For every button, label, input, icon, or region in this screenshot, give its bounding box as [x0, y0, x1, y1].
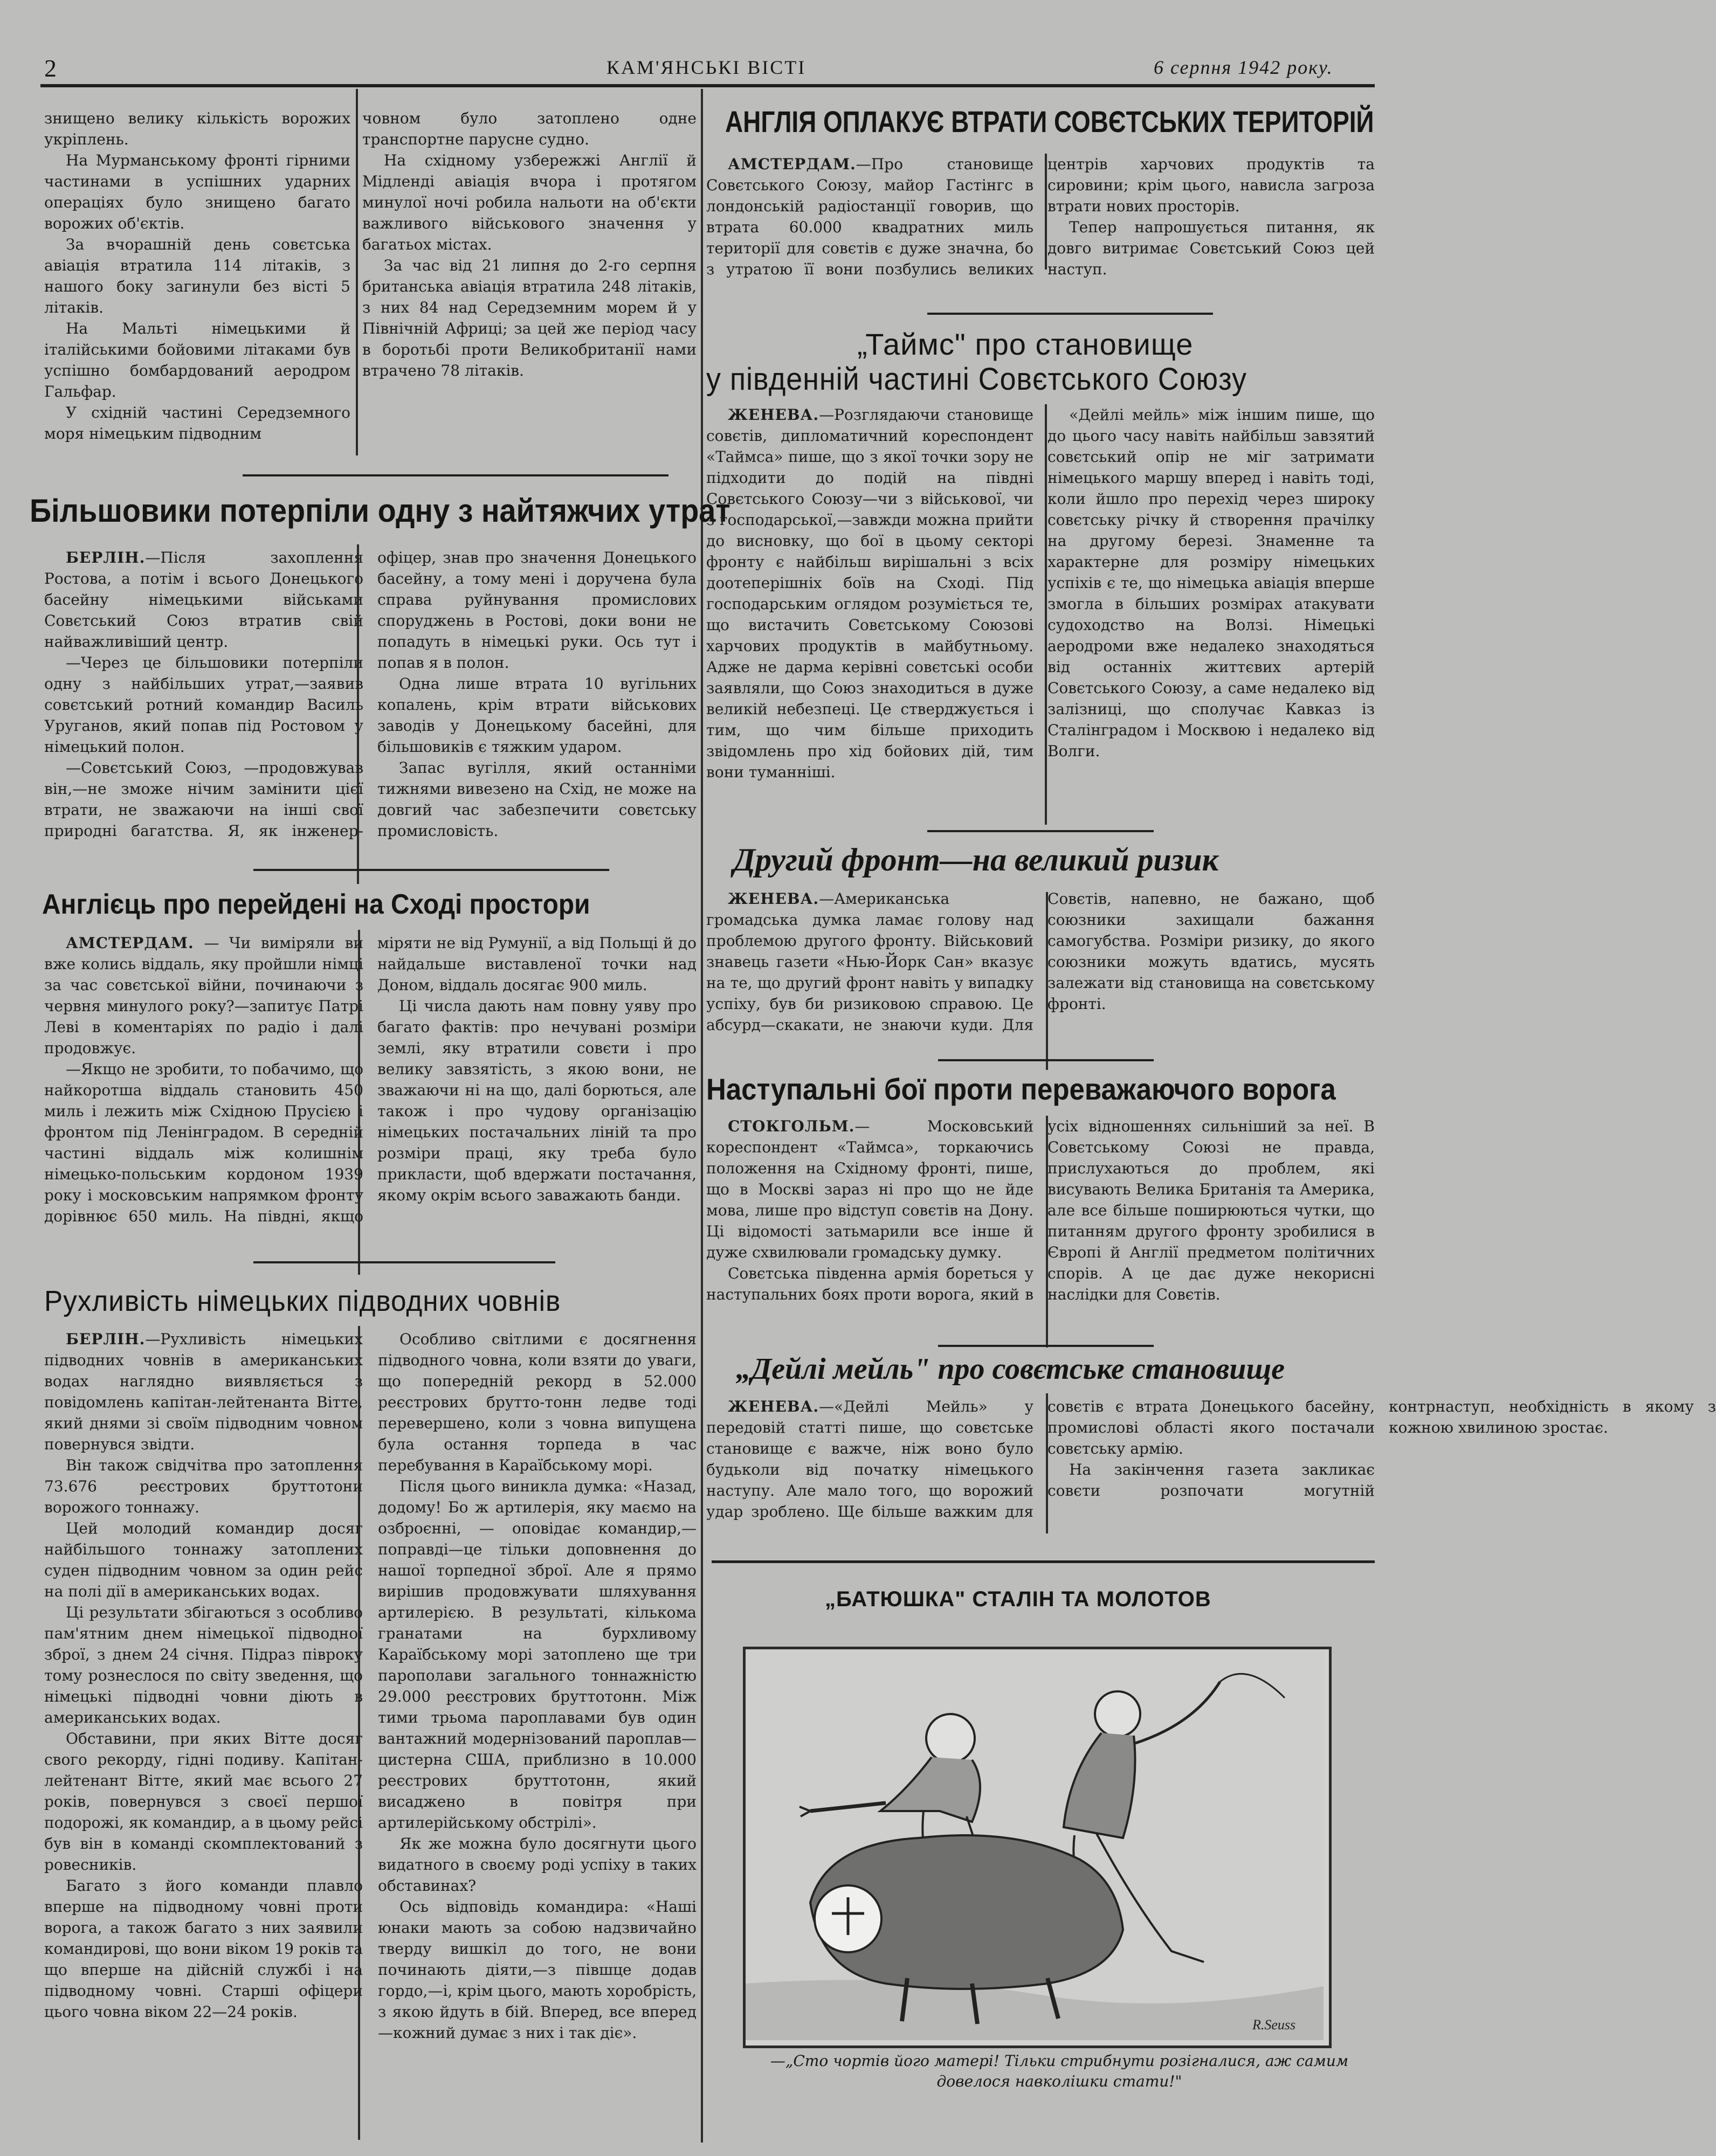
masthead-rule — [40, 84, 1375, 87]
paragraph: На Мурманському фронті гірними частинами в успішних ударних операціях було знищено багато ворожих об'єктів. — [44, 151, 350, 232]
paragraph: Тепер напрошується питання, як довго витримає Совєтський Союз цей наступ. — [1047, 218, 1375, 278]
issue-date: 6 серпня 1942 року. — [1154, 57, 1333, 78]
dateline: АМСТЕРДАМ. — [66, 934, 194, 952]
paragraph: Обставини, при яких Вітте досяг свого рекорду, гідні подиву. Капітан-лейтенант Вітте, який має всього 27 років, повернувся з своєї першої подорожі, як командир, а в цьому рейсі був він в команді скомплектований з ровесників. — [44, 1730, 363, 1874]
paragraph: Запас вугілля, який останніми тижнями вивезено на Схід, не може на довгий час забезпечити совєтську промисловість. — [377, 759, 697, 840]
cartoon-frame — [743, 1647, 1332, 2048]
paragraph: знищено велику кількість ворожих укріплень. — [44, 109, 350, 148]
paragraph: Багато з його команди плавло вперше на підводному човні проти ворога, а також багато з них заявили командирові, що вони віком 19 років та що вперше на дійсній службі і на підводному човні. Старші офіцери цього човна віком 22—24 років. — [44, 1877, 363, 2021]
headline-offensive: Наступальні бої проти переважаючого ворога — [706, 1072, 1336, 1106]
paragraph: Одна лише втрата 10 вугільних копалень, крім втрати військових заводів у Донецькому басейні, для більшовиків є тяжким ударом. — [377, 675, 697, 756]
paragraph: Після цього виникла думка: «Назад, додому! Бо ж артилерія, яку маємо на озброєнні, — оповідає командир,—поправді—це тільки доповнення до нашої торпедної зброї. Але я прямо вирішив продовжувати шляхування артилерією. В результаті, кількома гранатами на бурхливому Караїбському морі затоплено ще три парополави загального тоннажністю 29.000 реєстрових бруттотонн. Між тими трьома пароплавами був один вантажний модернізований пароплав—цистерна США, приблизно в 10.000 реєстрових бруттотонн, який висаджено в повітря при артилерійському обстрілі». — [378, 1477, 697, 1832]
headline-daily-mail: „Дейлі мейль" про совєтське становище — [736, 1352, 1285, 1386]
dateline: ЖЕНЕВА. — [728, 406, 819, 424]
continuation-column-left — [44, 108, 350, 453]
paragraph: Ці числа дають нам повну уяву про багато фактів: про нечувані розміри землі, яку втратили совєти і про велику завзятість, з якою вони, не зважаючи ні на що, далі борються, але також і про чудову організацію німецьких постачальних ліній та про розміри праці, яку треба було прикласти, щоб вдержати постачання, якому окрім всього заважають банди. — [377, 997, 697, 1204]
section-rule — [712, 1560, 1375, 1563]
article-england-body: АМСТЕРДАМ.—Про становище Совєтського Союзу, майор Гастінгс в лондонській радіостанції говорив, що втрата 60.000 квадратних миль території для совєтів є дуже значна, бо з утратою її вони позбулись великих центрів харчових продуктів та сировини; крім цього, нависла загроза втрати нових просторів. Тепер напрошується питання, як довго витримає Совєтський Союз цей наступ. — [706, 154, 1375, 315]
paragraph: Цей молодий командир досяг найбільшого тоннажу затоплених суден підводним човном за один рейс на полі дії в американських водах. — [44, 1519, 363, 1600]
cartoon-illustration — [746, 1649, 1324, 2040]
paragraph: На закінчення газета закликає совєти розпочати могутній контрнаступ, необхідність в якому з кожною хвилиною зростає. — [1047, 1398, 1716, 1499]
article-offensive-body: СТОКГОЛЬМ.— Московський кореспондент «Таймса», торкаючись положення на Східному фронті, пише, що в Москві зараз ні про що не йде мова, лише про відступ совєтів на Дону. Ці відомості затьмарили все інше й дуже схвилювали громадську думку. Совєтська південна армія бореться у наступальних боях проти ворога, який в усіх відношеннях сильніший за неї. В Совєтському Союзі не правда, прислухаються до проблем, які висувають Велика Британія та Америка, але все більше поширюються чутки, що питанням другого фронту зробилися в Європі й Англії предметом політичних спорів. А це дає дуже некорисні наслідки для Совєтів. — [706, 1116, 1375, 1345]
paragraph: Він також свідчітва про затоплення 73.676 реєстрових бруттотони ворожого тоннажу. — [44, 1456, 363, 1516]
section-rule — [938, 1059, 1154, 1061]
article-second-front-body: ЖЕНЕВА.—Американська громадська думка ламає голову над проблемою другого фронту. Військовий знавець газети «Нью-Йорк Сан» вказує на те, що другий фронт навіть у випадку успіху, був би ризиковою справою. Це абсурд—скакати, не знаючи куди. Для Совєтів, напевно, не бажано, щоб союзники захищали бажання самогубства. Розміри ризику, до якого союзники можуть вдатись, мусять залежати від становища на совєтському фронті. — [706, 890, 1375, 1034]
section-rule — [243, 474, 669, 476]
headline-bolsheviks: Більшовики потерпіли одну з найтяжчих утрат — [30, 493, 730, 529]
cartoon-title: „БАТЮШКА" СТАЛІН ТА МОЛОТОВ — [825, 1587, 1211, 1611]
dateline: БЕРЛІН. — [66, 1330, 146, 1348]
article-englishman-body: АМСТЕРДАМ. — Чи виміряли ви вже колись віддаль, яку пройшли німці за час совєтської війни, починаючи з червня минулого року?—запитує Патрі Леві в коментаріях по радіо і далі продовжує. —Якщо не зробити, то побачимо, що найкоротша віддаль становить 450 миль і лежить між Східною Прусією і фронтом під Ленінградом. В середній частині віддаль між колишнім німецько-польським кордоном 1939 року і московським напрямком фронту дорівнює 650 миль. На півдні, якщо міряти не від Румунії, а від Польщі й до найдальше виставленої точки над Доном, віддаль досягає 900 миль. Ці числа дають нам повну уяву про багато фактів: про нечувані розміри землі, яку втратили совєти і про велику завзятість, з якою вони, не зважаючи ні на що, далі борються, але також і про чудову організацію німецьких постачальних ліній та про розміри праці, яку треба було прикласти, щоб вдержати постачання, якому окрім всього заважають банди. — [44, 932, 697, 1256]
paragraph: Як же можна було досягнути цього видатного в своєму роді успіху в таких обставинах? — [378, 1835, 697, 1895]
continuation-column-middle — [362, 108, 697, 453]
section-rule — [253, 869, 609, 871]
paragraph: На Мальті німецькими й італійськими бойовими літаками був успішно бомбардований аеродром Гальфар. — [44, 320, 350, 400]
paragraph: «Дейлі мейль» між іншим пише, що до цього часу навіть найбільш завзятий совєтський опір не міг затримати німецького маршу вперед і навіть тоді, коли йшло про перехід через широку совєтську річку й створення прачілку на другому березі. Знаменне та характерне для розміру німецьких успіхів є те, що німецька авіація вперше змогла в більших розмірах атакувати судоходство на Волзі. Німецькі аеродроми вже недалеко знаходяться від останніх життєвих артерій Совєтського Союзу, а саме недалеко від залізниці, що сполучає Кавказ із Сталінградом і Москвою і недалеко від Волги. — [1047, 406, 1375, 760]
paragraph: Ці результати збігаються з особливо пам'ятним днем німецької підводної зброї, з днем 24 січня. Підраз півроку тому рознеслося по світу зведення, що німецькі підводні човни діють в американських водах. — [44, 1604, 363, 1726]
article-daily-mail-body: ЖЕНЕВА.—«Дейлі Мейль» у передовій статті пише, що совєтське становище є важче, ніж воно було будьколи від початку німецького наступу. Але мало того, що ворожий удар зроблено. Ще більше важким для совєтів є втрата Донецького басейну, промислові області якого постачали совєтську армію. На закінчення газета закликає совєти розпочати могутній контрнаступ, необхідність в якому з кожною хвилиною зростає. — [706, 1396, 1375, 1531]
article-bolsheviks-body: БЕРЛІН.—Після захоплення Ростова, а потім і всього Донецького басейну німецькими військами Совєтський Союз втратив свій найважливіший центр. —Через це більшовики потерпіли одну з найбільших утрат,—заявив совєтський ротний командир Василь Уруганов, який попав під Ростовом у німецький полон. —Совєтський Союз, —продовжував він,—не зможе нічим замінити цієї втрати, не зважаючи на інші свої природні багатства. Я, як інженер-офіцер, знав про значення Донецького басейну, а тому мені і доручена була справа руйнування промислових споруджень в Ростові, доки вони не попадуть в німецькі руки. Ось тут і попав я в полон. Одна лише втрата 10 вугільних копалень, крім втрати військових заводів у Донецькому басейні, для більшовиків є тяжким ударом. Запас вугілля, який останніми тижнями вивезено на Схід, не може на довгий час забезпечити совєтську промисловість. — [44, 547, 697, 862]
paragraph: У східній частині Середземного моря німецьким підводним — [44, 404, 350, 443]
article-submarines-body: БЕРЛІН.—Рухливість німецьких підводних човнів в американських водах наглядно виявляється з повідомлень капітан-лейтенанта Вітте, який днями зі своїм підводним човном повернувся звідти. Він також свідчітва про затоплення 73.676 реєстрових бруттотони ворожого тоннажу. Цей молодий командир досяг найбільшого тоннажу затоплених суден підводним човном за один рейс на полі дії в американських водах. Ці результати збігаються з особливо пам'ятним днем німецької підводної зброї, з днем 24 січня. Підраз півроку тому рознеслося по світу зведення, що німецькі підводні човни діють в американських водах. Обставини, при яких Вітте досяг свого рекорду, гідні подиву. Капітан-лейтенант Вітте, який має всього 27 років, повернувся з своєї першої подорожі, як командир, а в цьому рейсі був він в команді скомплектований з ровесників. Багато з його команди плавло вперше на підводному човні проти ворога, а також багато з них заявили командирові, що вони віком 19 років та що вперше на дійсній службі і на підводному човні. Старші офіцери цього човна віком 22—24 років. Особливо світлими є досягнення підводного човна, коли взяти до уваги, що попередній рекорд в 52.000 реєстрових брутто-тонн ледве тоді перевершено, коли з човна випущена була остання торпеда в час перебування в Караїбському морі. Після цього виникла думка: «Назад, додому! Бо ж артилерія, яку маємо на озброєнні, — оповідає командир,—поправді—це тільки доповнення до нашої торпедної зброї. Але я прямо вирішив продовжувати шляхування артилерією. В результаті, кількома гранатами на бурхливому Караїбському морі затоплено ще три парополави загального тоннажністю 29.000 реєстрових бруттотонн. Між тими трьома пароплавами був один вантажний модернізований пароплав—цистерна США, приблизно в 10.000 реєстрових бруттотонн, який висаджено в повітря при артилерійському обстрілі». Як же можна було досягнути цього видатного в своєму роді успіху в таких обставинах? Ось відповідь командира: «Наші юнаки мають за собою надзвичайно тверду вишкіл до того, не вони починають діяти,—з півшце додав гордо,—і, крім цього, мають хоробрість, з якою йдуть в бій. Вперед, все вперед—кожний думає з них і так діє». — [44, 1329, 697, 2140]
page-number: 2 — [44, 54, 58, 82]
cartoon-caption: —„Сто чортів його матері! Тільки стрибнути розігналися, аж самим довелося навколішки стати!" — [770, 2052, 1349, 2090]
paragraph: човном було затоплено одне транспортне парусне судно. — [362, 109, 697, 148]
paragraph: Ось відповідь командира: «Наші юнаки мають за собою надзвичайно тверду вишкіл до того, не вони починають діяти,—з півшце додав гордо,—і, крім цього, мають хоробрість, з якою йдуть в бій. Вперед, все вперед—кожний думає з них і так діє». — [378, 1898, 697, 2042]
paragraph: —Через це більшовики потерпіли одну з найбільших утрат,—заявив совєтський ротний командир Василь Уруганов, який попав під Ростовом у німецький полон. — [44, 654, 363, 756]
paragraph: За вчорашній день совєтська авіація втратила 114 літаків, з нашого боку загинули без вісті 5 літаків. — [44, 236, 350, 316]
dateline: БЕРЛІН. — [66, 549, 146, 566]
column-rule — [356, 89, 358, 455]
section-rule — [927, 313, 1213, 315]
headline-submarines: Рухливість німецьких підводних човнів — [44, 1285, 561, 1317]
cartoon-signature: R.Seuss — [1252, 2017, 1296, 2033]
paragraph: Особливо світлими є досягнення підводного човна, коли взяти до уваги, що попередній рекорд в 52.000 реєстрових брутто-тонн ледве тоді перевершено, коли з човна випущена була остання торпеда в час перебування в Караїбському морі. — [378, 1330, 697, 1474]
column-rule — [701, 89, 703, 2143]
dateline: СТОКГОЛЬМ. — [728, 1117, 855, 1135]
section-rule — [927, 830, 1154, 832]
paper-title: КАМ'ЯНСЬКІ ВІСТІ — [607, 57, 807, 78]
article-times-body: ЖЕНЕВА.—Розглядаючи становище совєтів, дипломатичний кореспондент «Таймса» пише, що з якої точки зору не підходити до подій на півдні Совєтського Союзу—чи з військової, чи з господарської,—завжди можна прийти до висновку, що бої в цьому секторі фронту є найбільш вирішальні з всіх доотеперішніх боїв на Сході. Під господарським оглядом розуміється те, що вистачить Совєтському Союзові харчових продуктів в майбутньому. Адже не дарма керівні совєтські особи заявляли, що Союз знаходиться в дуже великій небезпеці. Це стверджується і тим, що чим більше приходить звідомлень про хід бойових дій, тим вони туманніші. «Дейлі мейль» між іншим пише, що до цього часу навіть найбільш завзятий совєтський опір не міг затримати німецького маршу вперед і навіть тоді, коли йшло про перехід через широку совєтську річку й створення прачілку на другому березі. Знаменне та характерне для розміру німецьких успіхів є те, що німецька авіація вперше змогла в більших розмірах атакувати судоходство на Волзі. Німецькі аеродроми вже недалеко знаходяться від останніх життєвих артерій Совєтського Союзу, а саме недалеко від залізниці, що сполучає Кавказ із Сталінградом і Москвою і недалеко від Волги. — [706, 404, 1375, 825]
headline-england: АНГЛІЯ ОПЛАКУЄ ВТРАТИ СОВЄТСЬКИХ ТЕРИТОРІЙ — [725, 105, 1374, 139]
paragraph: —Совєтський Союз, —продовжував він,—не зможе нічим замінити цієї втрати, не зважаючи на інші свої природні багатства. Я, як інженер-офіцер, знав про значення Донецького басейну, а тому мені і доручена була справа руйнування промислових споруджень в Ростові, доки вони не попадуть в німецькі руки. Ось тут і попав я в полон. — [44, 549, 697, 840]
headline-times-line2: у південній частині Совєтського Союзу — [706, 362, 1247, 397]
paragraph: Совєтська південна армія бореться у наступальних боях проти ворога, який в усіх відношеннях сильніший за неї. В Совєтському Союзі не правда, прислухаються до проблем, які висувають Велика Британія та Америка, але все більше поширюються чутки, що питанням другого фронту зробилися в Європі й Англії предметом політичних спорів. А це дає дуже некорисні наслідки для Совєтів. — [706, 1117, 1375, 1303]
headline-times-line1: „Таймс" про становище — [857, 327, 1194, 361]
dateline: АМСТЕРДАМ. — [728, 155, 856, 173]
dateline: ЖЕНЕВА. — [728, 1398, 819, 1415]
paragraph: За час від 21 липня до 2-го серпня британська авіація втратила 248 літаків, з них 84 над Середземним морем й у Північній Африці; за цей же період часу в боротьбі проти Великобританії нами втрачено 78 літаків. — [362, 257, 697, 379]
section-rule — [253, 1261, 555, 1263]
dateline: ЖЕНЕВА. — [728, 890, 819, 908]
section-rule — [938, 1345, 1154, 1347]
headline-englishman: Англієць про перейдені на Сході простори — [42, 889, 590, 920]
paragraph: На східному узбережжі Англії й Мідленді авіація вчора і протягом минулої ночі робила нальоти на об'єкти важливого військового значення у багатьох містах. — [362, 151, 697, 253]
paragraph: —Якщо не зробити, то побачимо, що найкоротша віддаль становить 450 миль і лежить між Східною Прусією і фронтом під Ленінградом. В середній частині віддаль між колишнім німецько-польським кордоном 1939 року і московським напрямком фронту дорівнює 650 миль. На півдні, якщо міряти не від Румунії, а від Польщі й до найдальше виставленої точки над Доном, віддаль досягає 900 миль. — [44, 934, 697, 1225]
headline-second-front: Другий фронт—на великий ризик — [733, 842, 1219, 877]
